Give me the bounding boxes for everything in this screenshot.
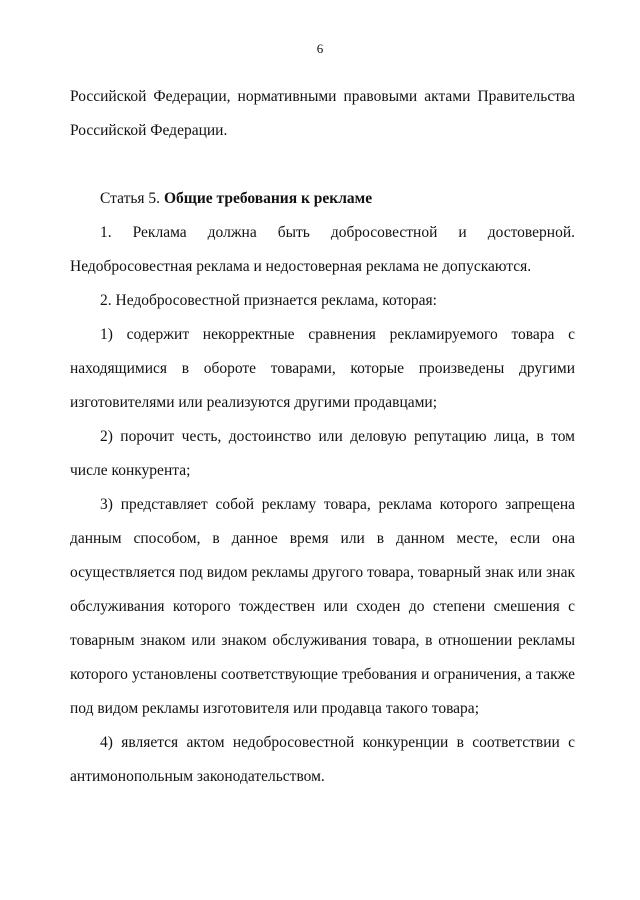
paragraph-item-2: 2. Недобросовестной признается реклама, которая: [100,292,437,309]
article-label: Статья 5. [100,190,161,207]
paragraph-subitem-3: 3) представляет собой рекламу товара, реклама которого запрещена данным способом, в данное время или в данном месте, если она осуществляется под видом рекламы другого товара, товарный знак или знак обслуживания которого тождествен или сходен до степени смешения с товарным знаком или знаком обслуживания товара, в отношении рекламы которого установлены соответствующие требования и ограничения, а также под видом рекламы изготовителя или продавца такого товара; [70,496,575,717]
article-heading [70,182,575,216]
page-number: 6 [316,41,324,56]
article-title: Общие требования к рекламе [163,190,373,207]
paragraph-item-1: 1. Реклама должна быть добросовестной и достоверной. Недобросовестная реклама и недостоверная реклама не допускаются. [70,224,575,275]
paragraph-subitem-4: 4) является актом недобросовестной конкуренции в соответствии с антимонопольным законодательством. [70,734,575,785]
paragraph-subitem-2: 2) порочит честь, достоинство или деловую репутацию лица, в том числе конкурента; [70,428,575,479]
spacer [70,148,575,182]
paragraph-subitem-1: 1) содержит некорректные сравнения рекламируемого товара с находящимися в обороте товарами, которые произведены другими изготовителями или реализуются другими продавцами; [70,326,575,411]
paragraph-continuation: Российской Федерации, нормативными правовыми актами Правительства Российской Федерации. [70,88,575,139]
document-body [70,80,575,794]
